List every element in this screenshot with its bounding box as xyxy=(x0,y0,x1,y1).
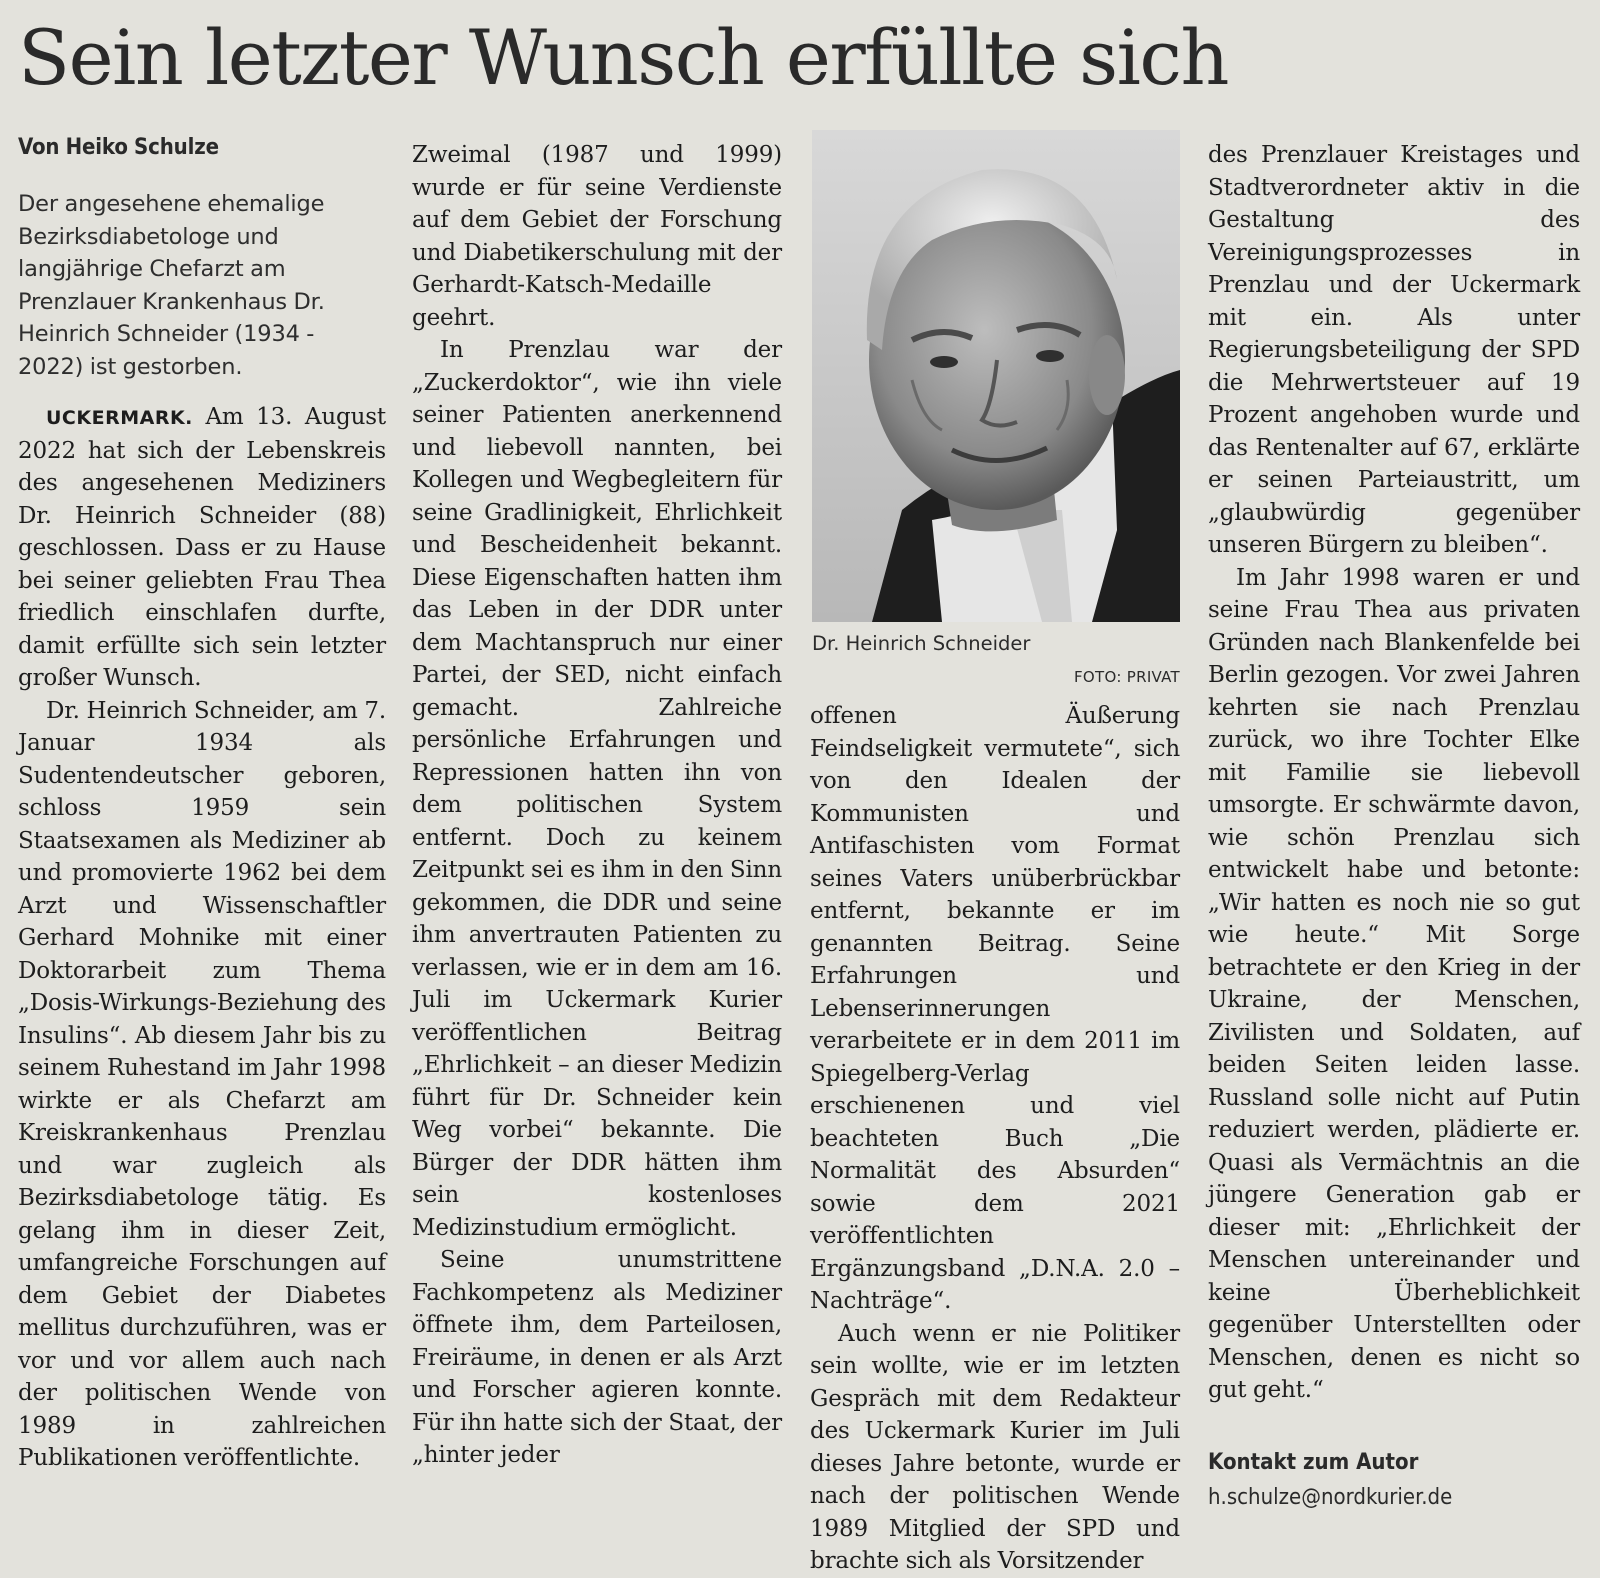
portrait-photo xyxy=(812,130,1180,622)
teaser: Der angesehene ehemalige Bezirksdiabetologe und langjährige Chefarzt am Prenzlauer Krankenhaus Dr. Heinrich Schneider (1934 - 2022) ist gestorben. xyxy=(18,191,325,380)
paragraph-2-1: Zweimal (1987 und 1999) wurde er für seine Verdienste auf dem Gebiet der Forschung und Diabetikerschulung mit der Gerhardt-Katsch-Medaille geehrt. xyxy=(412,142,782,331)
paragraph-1-1-text: Am 13. August 2022 hat sich der Lebenskreis des angesehenen Mediziners Dr. Heinrich Schneider (88) geschlossen. Dass er zu Hause bei seiner geliebten Frau Thea friedlich einschlafen durfte, damit erfüllte sich sein letzter großer Wunsch. xyxy=(18,404,386,691)
article-column-2 xyxy=(412,139,782,1472)
article-column-3 xyxy=(810,700,1180,1578)
paragraph-4-2: Im Jahr 1998 waren er und seine Frau Thea aus privaten Gründen nach Blankenfelde bei Berlin gezogen. Vor zwei Jahren kehrten sie nach Prenzlau zurück, wo ihre Tochter Elke mit Familie sie liebevoll umsorgte. Er schwärmte davon, wie schön Prenzlau sich entwickelt habe und betonte: „Wir hatten es noch nie so gut wie heute.“ Mit Sorge betrachtete er den Krieg in der Ukraine, der Menschen, Zivilisten und Soldaten, auf beiden Seiten leiden lasse. Russland solle nicht auf Putin reduziert werden, plädierte er. Quasi als Vermächtnis an die jüngere Generation gab er dieser mit: „Ehrlichkeit der Menschen untereinander und keine Überheblichkeit gegenüber Unterstellten oder Menschen, denen es nicht so gut geht.“ xyxy=(1208,564,1580,1403)
contact-heading: Kontakt zum Autor xyxy=(1208,1450,1419,1475)
paragraph-4-1: des Prenzlauer Kreistages und Stadtverordneter aktiv in die Gestaltung des Vereinigungsprozesses in Prenzlau und der Uckermark mit ein. Als unter Regierungsbeteiligung der SPD die Mehrwertsteuer auf 19 Prozent angehoben wurde und das Rentenalter auf 67, erklärte er seinen Parteiaustritt, um „glaubwürdig gegenüber unseren Bürgern zu bleiben“. xyxy=(1208,142,1580,558)
paragraph-1-2: Dr. Heinrich Schneider, am 7. Januar 1934 als Sudentendeutscher geboren, schloss 1959 sein Staatsexamen als Mediziner ab und promovierte 1962 bei dem Arzt und Wissenschaftler Gerhard Mohnike mit einer Doktorarbeit zum Thema „Dosis-Wirkungs-Beziehung des Insulins“. Ab diesem Jahr bis zu seinem Ruhestand im Jahr 1998 wirkte er als Chefarzt am Kreiskrankenhaus Prenzlau und war zugleich als Bezirksdiabetologe tätig. Es gelang ihm in dieser Zeit, umfangreiche Forschungen auf dem Gebiet der Diabetes mellitus durchzuführen, was er vor und vor allem auch nach der politischen Wende von 1989 in zahlreichen Publikationen veröffentlichte. xyxy=(18,697,386,1471)
paragraph-3-1: offenen Äußerung Feindseligkeit vermutete“, sich von den Idealen der Kommunisten und Antifaschisten vom Format seines Vaters unüberbrückbar entfernt, bekannte er im genannten Beitrag. Seine Erfahrungen und Lebenserinnerungen verarbeitete er in dem 2011 im Spiegelberg-Verlag erschienenen und viel beachteten Buch „Die Normalität des Absurden“ sowie dem 2021 veröffentlichten Ergänzungsband „D.N.A. 2.0 – Nachträge“. xyxy=(810,703,1180,1314)
paragraph-3-2: Auch wenn er nie Politiker sein wollte, wie er im letzten Gespräch mit dem Redakteur des Uckermark Kurier im Juli dieses Jahre betonte, wurde er nach der politischen Wende 1989 Mitglied der SPD und brachte sich als Vorsitzender xyxy=(810,1320,1180,1574)
article-column-4 xyxy=(1208,139,1580,1407)
author-email: h.schulze@nordkurier.de xyxy=(1208,1485,1453,1510)
byline: Von Heiko Schulze xyxy=(18,135,219,160)
paragraph-1-1 xyxy=(18,401,386,695)
headline: Sein letzter Wunsch erfüllte sich xyxy=(18,13,1228,102)
paragraph-2-2: In Prenzlau war der „Zuckerdoktor“, wie ihn viele seiner Patienten anerkennend und liebevoll nannten, bei Kollegen und Wegbegleitern für seine Gradlinigkeit, Ehrlichkeit und Bescheidenheit bekannt. Diese Eigenschaften hatten ihm das Leben in der DDR unter dem Machtanspruch nur einer Partei, der SED, nicht einfach gemacht. Zahlreiche persönliche Erfahrungen und Repressionen hatten ihn von dem politischen System entfernt. Doch zu keinem Zeitpunkt sei es ihm in den Sinn gekommen, die DDR und seine ihm anvertrauten Patienten zu verlassen, wie er in dem am 16. Juli im Uckermark Kurier veröffentlichen Beitrag „Ehrlichkeit – an dieser Medizin führt für Dr. Schneider kein Weg vorbei“ bekannte. Die Bürger der DDR hätten ihm sein kostenloses Medizinstudium ermöglicht. xyxy=(412,337,783,1241)
photo-caption: Dr. Heinrich Schneider xyxy=(812,632,1031,655)
dateline: UCKERMARK. xyxy=(46,407,193,429)
article-column-1 xyxy=(18,132,386,1475)
photo-credit: FOTO: PRIVAT xyxy=(1073,668,1180,686)
paragraph-2-3: Seine unumstrittene Fachkompetenz als Mediziner öffnete ihm, dem Parteilosen, Freiräume, in denen er als Arzt und Forscher agieren konnte. Für ihn hatte sich der Staat, der „hinter jeder xyxy=(412,1247,782,1468)
